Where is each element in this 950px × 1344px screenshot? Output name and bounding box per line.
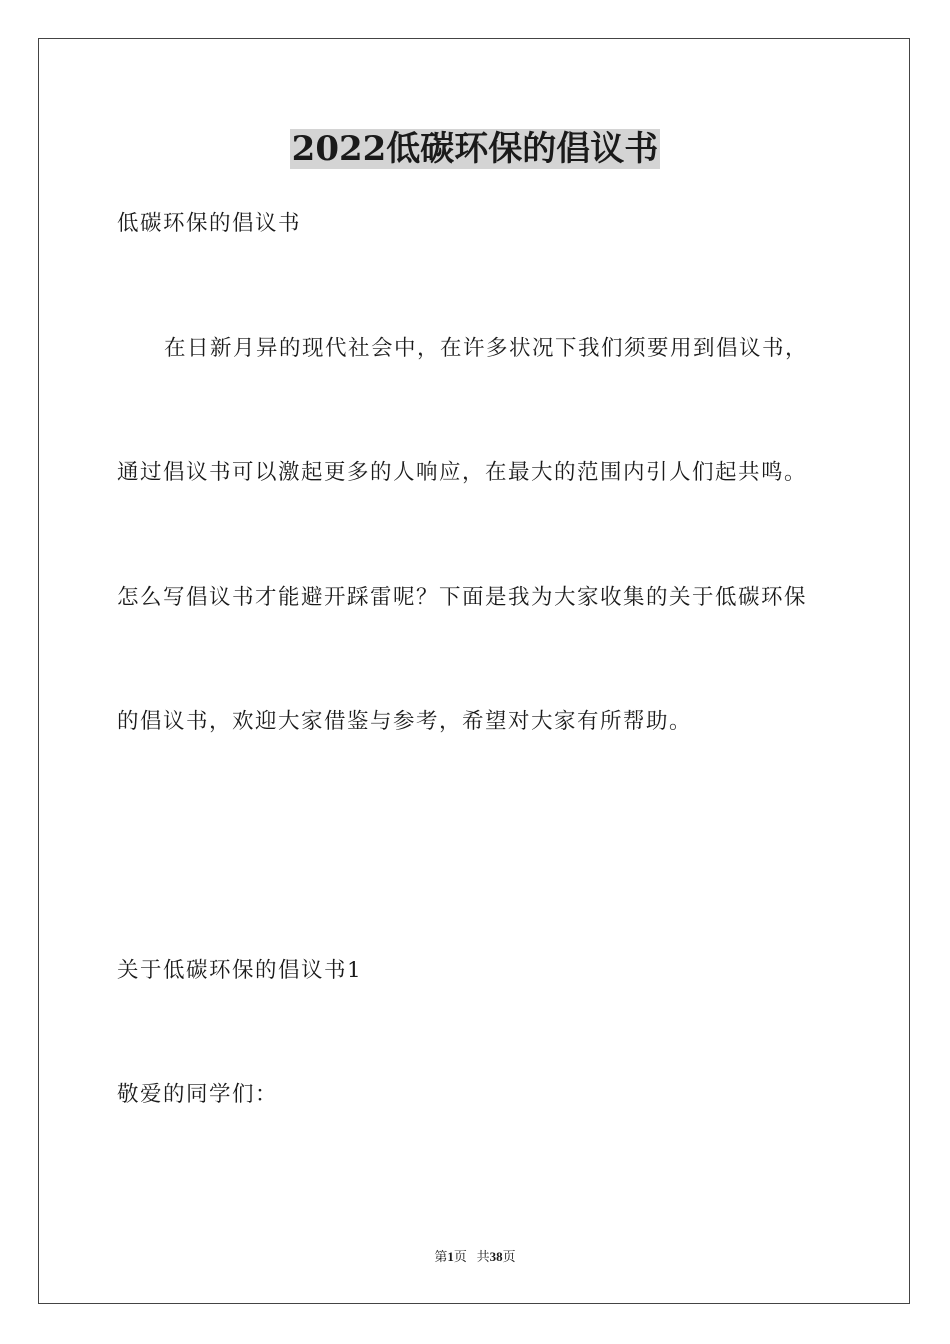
page-footer [0,1247,950,1267]
intro-line-3: 怎么写倡议书才能避开踩雷呢？下面是我为大家收集的关于低碳环保 [117,585,808,610]
intro-line-1: 在日新月异的现代社会中，在许多状况下我们须要用到倡议书， [164,336,809,361]
intro-line-4: 的倡议书，欢迎大家借鉴与参考，希望对大家有所帮助。 [117,709,693,734]
document-subtitle: 低碳环保的倡议书 [117,211,302,236]
salutation: 敬爱的同学们： [117,1082,279,1107]
footer-total-unit: 页 [502,1249,516,1264]
footer-total-prefix: 共 [476,1249,490,1264]
document-title-text: 2022低碳环保的倡议书 [291,129,659,169]
document-title [0,124,950,174]
footer-page-unit: 页 [453,1249,467,1264]
footer-page-current: 1 [447,1249,454,1264]
footer-page-total: 38 [489,1249,503,1264]
intro-line-2: 通过倡议书可以激起更多的人响应，在最大的范围内引人们起共鸣。 [117,460,808,485]
footer-page-prefix: 第 [434,1249,448,1264]
section-heading: 关于低碳环保的倡议书1 [117,958,363,983]
